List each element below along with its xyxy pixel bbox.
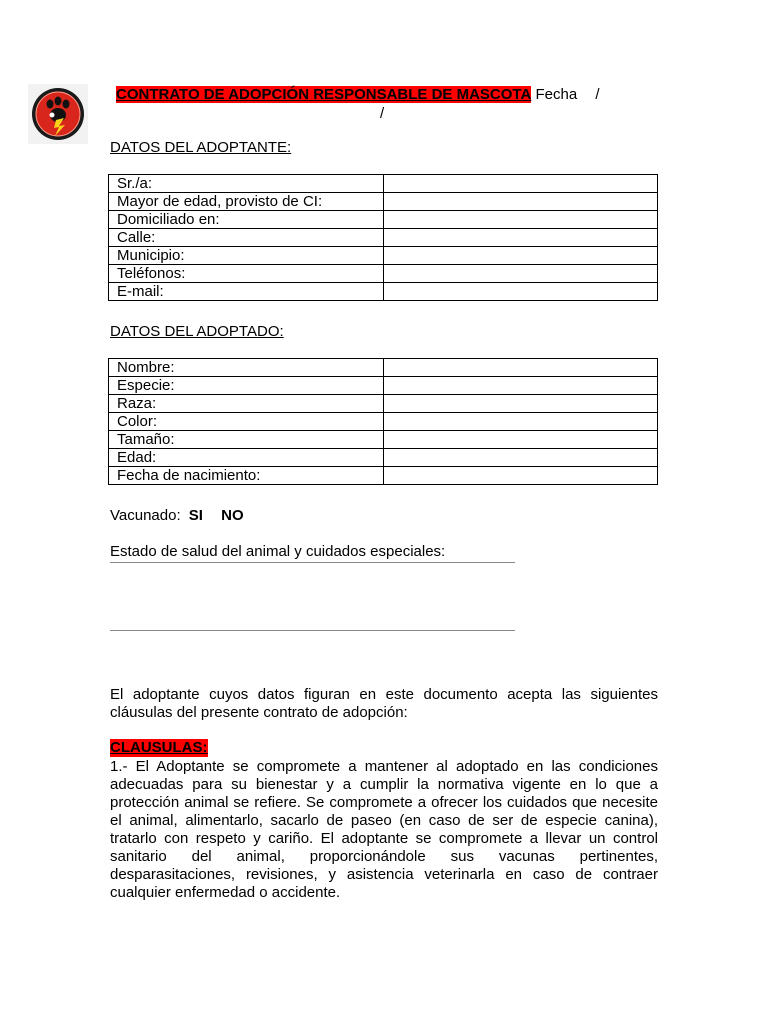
row-label: Domiciliado en:: [109, 211, 384, 229]
clausulas-heading: CLAUSULAS:: [110, 739, 208, 756]
table-row: [109, 193, 658, 211]
row-label: Color:: [109, 413, 384, 431]
intro-paragraph: El adoptante cuyos datos figuran en este documento acepta las siguientes cláusulas del presente contrato de adopción:: [110, 686, 658, 721]
row-label: Fecha de nacimiento:: [109, 467, 384, 485]
row-label: E-mail:: [109, 283, 384, 301]
row-value-field[interactable]: [384, 431, 658, 449]
salud-blank-line: [110, 630, 515, 631]
vacunado-label: Vacunado:: [110, 507, 181, 524]
table-row: [109, 175, 658, 193]
row-label: Municipio:: [109, 247, 384, 265]
row-value-field[interactable]: [384, 377, 658, 395]
row-value-field[interactable]: [384, 265, 658, 283]
vacunado-no-option[interactable]: NO: [221, 507, 244, 524]
table-row: [109, 377, 658, 395]
organization-logo: [28, 84, 88, 144]
table-row: [109, 467, 658, 485]
row-value-field[interactable]: [384, 395, 658, 413]
vacunado-line: [110, 507, 244, 524]
row-label: Nombre:: [109, 359, 384, 377]
row-label: Tamaño:: [109, 431, 384, 449]
row-value-field[interactable]: [384, 229, 658, 247]
table-row: [109, 229, 658, 247]
table-row: [109, 413, 658, 431]
vacunado-si-option[interactable]: SI: [188, 507, 203, 524]
header-line: [116, 86, 676, 104]
salud-underline: [110, 562, 515, 563]
row-value-field[interactable]: [384, 211, 658, 229]
row-label: Teléfonos:: [109, 265, 384, 283]
table-row: [109, 449, 658, 467]
fecha-label: Fecha: [535, 86, 578, 103]
row-value-field[interactable]: [384, 359, 658, 377]
table-row: [109, 283, 658, 301]
table-row: [109, 265, 658, 283]
row-value-field[interactable]: [384, 247, 658, 265]
adoptado-heading: DATOS DEL ADOPTADO:: [110, 323, 284, 340]
table-row: [109, 247, 658, 265]
row-label: Mayor de edad, provisto de CI:: [109, 193, 384, 211]
row-value-field[interactable]: [384, 467, 658, 485]
row-label: Edad:: [109, 449, 384, 467]
row-value-field[interactable]: [384, 175, 658, 193]
table-row: [109, 395, 658, 413]
table-row: [109, 431, 658, 449]
adoptante-heading: DATOS DEL ADOPTANTE:: [110, 139, 292, 156]
row-label: Raza:: [109, 395, 384, 413]
row-value-field[interactable]: [384, 193, 658, 211]
row-label: Especie:: [109, 377, 384, 395]
salud-label: Estado de salud del animal y cuidados especiales:: [110, 543, 446, 560]
adoptante-table: [108, 174, 658, 301]
document-title: CONTRATO DE ADOPCIÓN RESPONSABLE DE MASCOTA: [116, 86, 532, 103]
row-label: Sr./a:: [109, 175, 384, 193]
row-label: Calle:: [109, 229, 384, 247]
adoptado-table: [108, 358, 658, 485]
row-value-field[interactable]: [384, 283, 658, 301]
clausula-1-paragraph: 1.- El Adoptante se compromete a mantener al adoptado en las condiciones adecuadas para su bienestar y a cumplir la normativa vigente en lo que a protección animal se refiere. Se compromete a ofrecer los cuidados que necesite el animal, alimentarlo, sacarlo de paseo (en caso de ser de especie canina), tratarlo con respeto y cariño. El adoptante se compromete a llevar un control sanitario del animal, proporcionándole sus vacunas pertinentes, desparasitaciones, revisiones, y asistencia veterinarla en caso de contraer cualquier enfermedad o accidente.: [110, 758, 658, 901]
fecha-slash-second: /: [380, 105, 385, 122]
row-value-field[interactable]: [384, 449, 658, 467]
table-row: [109, 211, 658, 229]
table-row: [109, 359, 658, 377]
row-value-field[interactable]: [384, 413, 658, 431]
fecha-slash: /: [595, 86, 600, 103]
